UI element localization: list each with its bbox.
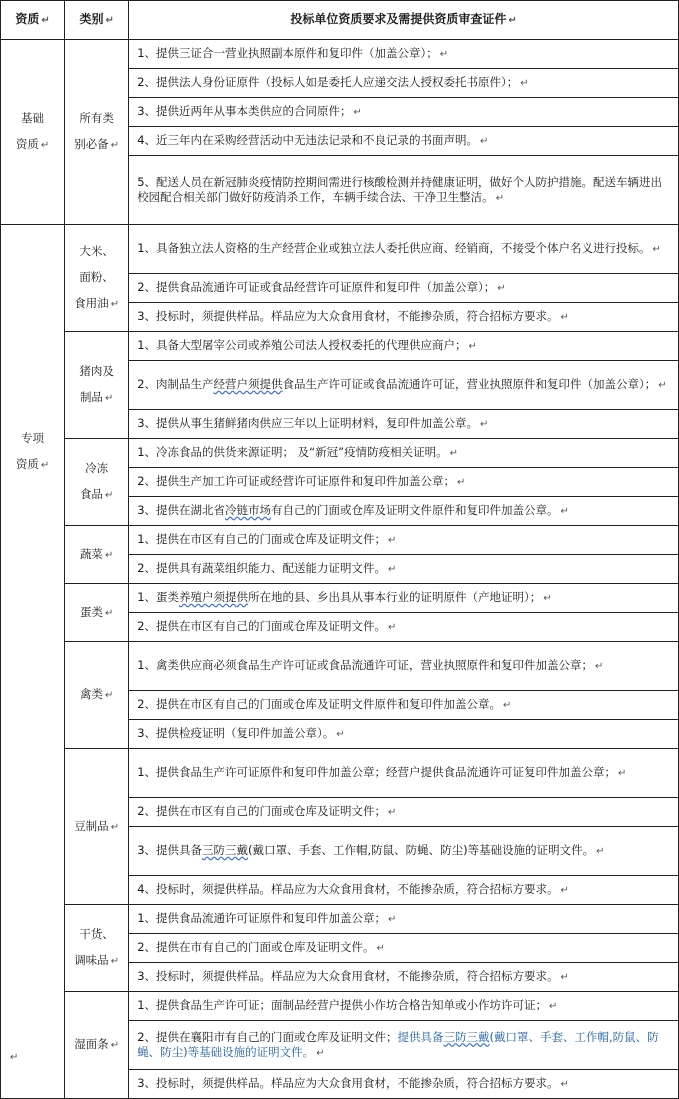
category-9: [65, 992, 129, 1099]
requirement-text: 1、提供食品生产许可证原件和复印件加盖公章；经营户提供食品流通许可证复印件加盖公章；: [137, 765, 616, 779]
category-9-line: 湿面条 ↵: [74, 1037, 120, 1051]
header-qualification: 资质 ↵: [1, 1, 65, 40]
basic-qualification-label-line: 基础: [21, 111, 45, 125]
special-requirement-2-1: 1、具备大型屠宰公司或养殖公司法人授权委托的代理供应商户； ↵: [129, 332, 679, 361]
basic-requirement-1: 1、提供三证合一营业执照副本原件和复印件（加盖公章）； ↵: [129, 40, 679, 69]
special-requirement-2-3: 3、提供从事生猪鲜猪肉供应三年以上证明材料，复印件加盖公章。 ↵: [129, 410, 679, 439]
category-1-line: 大米、: [79, 244, 114, 258]
category-3: [65, 439, 129, 526]
header-requirements: 投标单位资质要求及需提供资质审查证件 ↵: [129, 1, 679, 40]
category-1-line: 食用油 ↵: [74, 296, 120, 310]
requirement-text: 1、蛋类养殖户须提供所在地的县、乡出具从事本行业的证明原件（产地证明）；: [137, 590, 542, 604]
category-4: [65, 526, 129, 584]
special-requirement-row: [1, 584, 679, 613]
special-requirement-7-4: 4、投标时，须提供样品。样品应为大众食用食材，不能掺杂质，符合招标方要求。 ↵: [129, 876, 679, 905]
special-requirement-4-2: 2、提供具有蔬菜组织能力、配送能力证明文件。 ↵: [129, 555, 679, 584]
paragraph-mark: ↵: [10, 1052, 19, 1063]
category-8-line: 干货、: [79, 927, 114, 941]
requirement-text: 2、提供法人身份证原件（投标人如是委托人应递交法人授权委托书原件）；: [137, 75, 519, 89]
special-requirement-1-1: 1、具备独立法人资格的生产经营企业或独立法人委托供应商、经销商，不接受个体户名义进行投标。 ↵: [129, 225, 679, 274]
basic-requirement-4: 4、近三年内在采购经营活动中无违法记录和不良记录的书面声明。 ↵: [129, 127, 679, 156]
requirement-text: 1、提供三证合一营业执照副本原件和复印件（加盖公章）；: [137, 46, 438, 60]
requirement-text: 2、提供生产加工许可证或经营许可证原件和复印件加盖公章；: [137, 474, 456, 488]
category-8: [65, 905, 129, 992]
requirement-text: 3、投标时，须提供样品。样品应为大众食用食材，不能掺杂质，符合招标方要求。: [137, 1076, 559, 1090]
basic-qualification-label: [1, 40, 65, 225]
category-6-line: 禽类 ↵: [79, 687, 114, 701]
requirement-text: 3、提供检疫证明（复印件加盖公章）。: [137, 726, 335, 740]
special-qualification-label-line: 专项: [21, 431, 45, 445]
requirement-text: 3、提供具备三防三戴(戴口罩、手套、工作帽,防鼠、防蝇、防尘)等基础设施的证明文件。: [137, 843, 595, 857]
category-3-line: 冷冻: [85, 461, 109, 475]
requirement-text: 3、投标时，须提供样品。样品应为大众食用食材，不能掺杂质，符合招标方要求。: [137, 969, 559, 983]
special-requirement-row: [1, 642, 679, 691]
requirement-text: 2、提供具有蔬菜组织能力、配送能力证明文件。: [137, 561, 387, 575]
special-requirement-8-2: 2、提供在市有自己的门面或仓库及证明文件。 ↵: [129, 934, 679, 963]
requirement-text: 1、提供在市区有自己的门面或仓库及证明文件；: [137, 532, 387, 546]
requirement-text: 2、提供在市区有自己的门面或仓库及证明文件。: [137, 619, 387, 633]
category-4-line: 蔬菜 ↵: [79, 546, 114, 561]
basic-qualification-label-line: 资质 ↵: [15, 137, 50, 151]
category-3-line: 食品 ↵: [79, 487, 114, 501]
special-requirement-6-1: 1、禽类供应商必须食品生产许可证或食品流通许可证，营业执照原件和复印件加盖公章； ↵: [129, 642, 679, 691]
category-all-required-line: 所有类: [79, 111, 114, 125]
special-requirement-7-2: 2、提供在市区有自己的门面或仓库及证明文件； ↵: [129, 798, 679, 827]
special-requirement-row: [1, 225, 679, 274]
special-requirement-9-2: 2、提供在襄阳市有自己的门面或仓库及证明文件；提供具备三防三戴(戴口罩、手套、工作帽,防鼠、防蝇、防尘)等基础设施的证明文件。 ↵: [129, 1021, 679, 1070]
category-2: [65, 332, 129, 439]
special-requirement-row: [1, 332, 679, 361]
special-requirement-8-3: 3、投标时，须提供样品。样品应为大众食用食材，不能掺杂质，符合招标方要求。 ↵: [129, 963, 679, 992]
requirement-text: 1、禽类供应商必须食品生产许可证或食品流通许可证，营业执照原件和复印件加盖公章；: [137, 658, 593, 672]
category-2-line: 制品 ↵: [79, 390, 114, 404]
special-requirement-2-2: 2、肉制品生产经营户须提供食品生产许可证或食品流通许可证，营业执照原件和复印件（加盖公章）； ↵: [129, 361, 679, 410]
requirement-text: 2、提供在市有自己的门面或仓库及证明文件。: [137, 940, 375, 954]
special-requirement-row: [1, 749, 679, 798]
header-row: [1, 1, 679, 40]
special-requirement-8-1: 1、提供食品流通许可证原件和复印件加盖公章； ↵: [129, 905, 679, 934]
requirement-text: 5、配送人员在新冠肺炎疫情防控期间需进行核酸检测并持健康证明，做好个人防护措施。配送车辆进出校园配合相关部门做好防疫消杀工作，车辆手续合法、干净卫生整洁。: [137, 174, 662, 204]
special-requirement-row: [1, 905, 679, 934]
requirement-text: 2、提供食品流通许可证或食品经营许可证原件和复印件（加盖公章）；: [137, 280, 496, 294]
special-requirement-7-3: 3、提供具备三防三戴(戴口罩、手套、工作帽,防鼠、防蝇、防尘)等基础设施的证明文件。 ↵: [129, 827, 679, 876]
category-8-line: 调味品 ↵: [74, 953, 120, 967]
special-requirement-1-3: 3、投标时，须提供样品。样品应为大众食用食材，不能掺杂质，符合招标方要求。 ↵: [129, 303, 679, 332]
requirement-text: 2、提供在市区有自己的门面或仓库及证明文件；: [137, 804, 387, 818]
category-5: [65, 584, 129, 642]
requirement-text: 3、提供在湖北省冷链市场有自己的门面或仓库及证明文件原件和复印件加盖公章。: [137, 503, 559, 517]
category-all-required-line: 别必备 ↵: [74, 137, 120, 151]
special-requirement-5-2: 2、提供在市区有自己的门面或仓库及证明文件。 ↵: [129, 613, 679, 642]
basic-requirement-2: 2、提供法人身份证原件（投标人如是委托人应递交法人授权委托书原件）； ↵: [129, 69, 679, 98]
basic-requirement-row: [1, 40, 679, 69]
special-requirement-7-1: 1、提供食品生产许可证原件和复印件加盖公章；经营户提供食品流通许可证复印件加盖公章； ↵: [129, 749, 679, 798]
requirement-text: 3、提供从事生猪鲜猪肉供应三年以上证明材料，复印件加盖公章。: [137, 416, 479, 430]
special-qualification-label-line: 资质 ↵: [15, 457, 50, 471]
requirement-text: 4、近三年内在采购经营活动中无违法记录和不良记录的书面声明。: [137, 133, 479, 147]
requirement-text: 2、肉制品生产经营户须提供食品生产许可证或食品流通许可证，营业执照原件和复印件（加盖公章）；: [137, 377, 657, 391]
basic-requirement-3: 3、提供近两年从事本类供应的合同原件； ↵: [129, 98, 679, 127]
special-requirement-row: [1, 439, 679, 468]
category-7-line: 豆制品 ↵: [74, 818, 120, 833]
special-requirement-5-1: 1、蛋类养殖户须提供所在地的县、乡出具从事本行业的证明原件（产地证明）； ↵: [129, 584, 679, 613]
category-5-line: 蛋类 ↵: [79, 604, 114, 619]
requirement-text: 1、冷冻食品的供货来源证明； 及“新冠”疫情防疫相关证明。: [137, 445, 448, 459]
header-category: 类别 ↵: [65, 1, 129, 40]
special-requirement-3-2: 2、提供生产加工许可证或经营许可证原件和复印件加盖公章； ↵: [129, 468, 679, 497]
special-requirement-9-1: 1、提供食品生产许可证；面制品经营户提供小作坊合格告知单或小作坊许可证； ↵: [129, 992, 679, 1021]
requirement-text: 2、提供在市区有自己的门面或仓库及证明文件原件和复印件加盖公章。: [137, 697, 502, 711]
requirement-text: 4、投标时，须提供样品。样品应为大众食用食材，不能掺杂质，符合招标方要求。: [137, 882, 559, 896]
special-requirement-9-3: 3、投标时，须提供样品。样品应为大众食用食材，不能掺杂质，符合招标方要求。 ↵: [129, 1070, 679, 1099]
category-7: [65, 749, 129, 905]
special-requirement-4-1: 1、提供在市区有自己的门面或仓库及证明文件； ↵: [129, 526, 679, 555]
requirement-text: 1、提供食品生产许可证；面制品经营户提供小作坊合格告知单或小作坊许可证；: [137, 998, 547, 1012]
category-1: [65, 225, 129, 332]
special-requirement-row: [1, 992, 679, 1021]
requirement-text: 3、投标时，须提供样品。样品应为大众食用食材，不能掺杂质，符合招标方要求。: [137, 309, 559, 323]
special-qualification-label: [1, 225, 65, 1099]
category-2-line: 猪肉及: [79, 364, 114, 378]
special-requirement-6-2: 2、提供在市区有自己的门面或仓库及证明文件原件和复印件加盖公章。 ↵: [129, 691, 679, 720]
special-requirement-3-1: 1、冷冻食品的供货来源证明； 及“新冠”疫情防疫相关证明。 ↵: [129, 439, 679, 468]
special-requirement-1-2: 2、提供食品流通许可证或食品经营许可证原件和复印件（加盖公章）； ↵: [129, 274, 679, 303]
special-requirement-row: [1, 526, 679, 555]
category-1-line: 面粉、: [79, 270, 114, 284]
requirement-text: 1、具备独立法人资格的生产经营企业或独立法人委托供应商、经销商，不接受个体户名义进行投标。: [137, 241, 651, 255]
category-6: [65, 642, 129, 749]
requirement-text: 2、提供在襄阳市有自己的门面或仓库及证明文件；提供具备三防三戴(戴口罩、手套、工作帽,防鼠、防蝇、防尘)等基础设施的证明文件。: [137, 1029, 659, 1059]
requirement-text: 1、具备大型屠宰公司或养殖公司法人授权委托的代理供应商户；: [137, 338, 467, 352]
requirement-text: 1、提供食品流通许可证原件和复印件加盖公章；: [137, 911, 387, 925]
special-requirement-6-3: 3、提供检疫证明（复印件加盖公章）。 ↵: [129, 720, 679, 749]
category-all-required: [65, 40, 129, 225]
requirement-text: 3、提供近两年从事本类供应的合同原件；: [137, 104, 352, 118]
basic-requirement-5: 5、配送人员在新冠肺炎疫情防控期间需进行核酸检测并持健康证明，做好个人防护措施。配送车辆进出校园配合相关部门做好防疫消杀工作，车辆手续合法、干净卫生整洁。 ↵: [129, 156, 679, 225]
special-requirement-3-3: 3、提供在湖北省冷链市场有自己的门面或仓库及证明文件原件和复印件加盖公章。 ↵: [129, 497, 679, 526]
